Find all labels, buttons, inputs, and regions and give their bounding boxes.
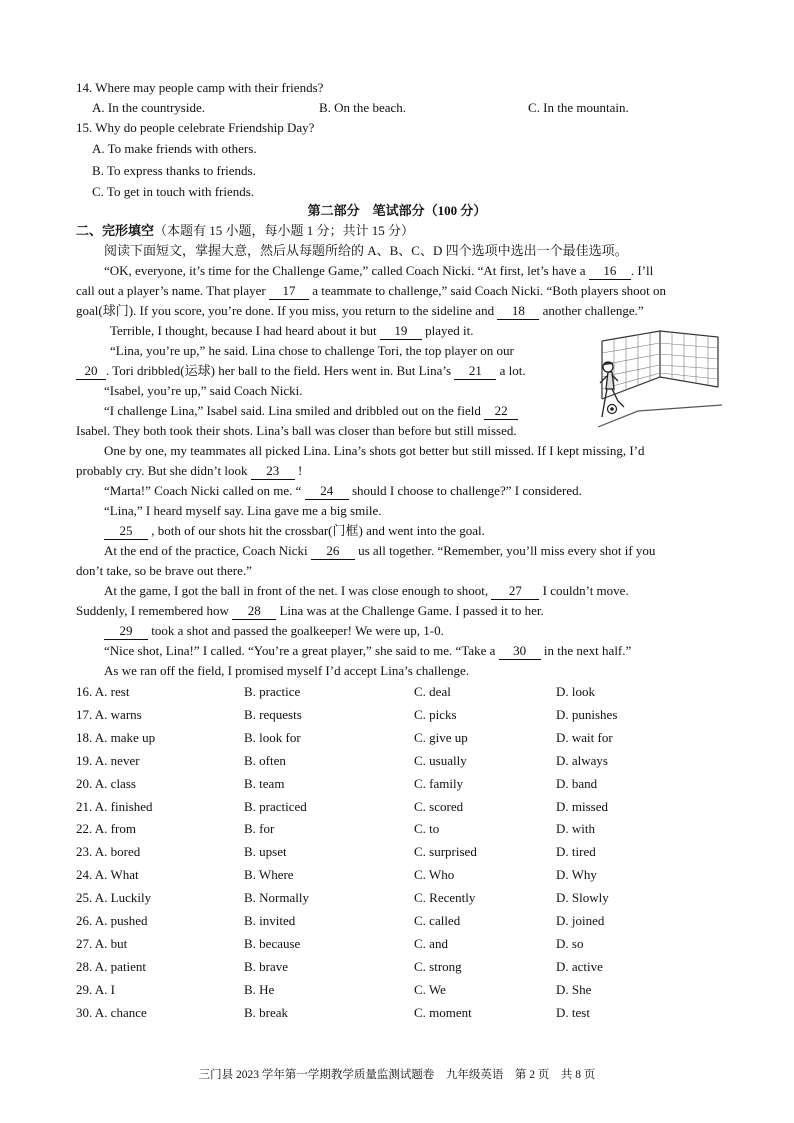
option-a: 30. A. chance [76,1004,147,1020]
soccer-ball-icon [608,405,617,414]
option-d: D. Why [556,867,597,883]
option-b: B. Where [244,867,294,883]
option-b: B. upset [244,844,287,860]
option-a: 18. A. make up [76,729,156,745]
blank-26: 26 [311,543,355,560]
option-d: D. test [556,1004,590,1020]
option-row [76,821,736,839]
option-row [76,776,736,794]
blank-16: 16 [589,263,631,280]
option-c: C. called [414,913,461,928]
passage-line: As we ran off the field, I promised myself I’d accept Lina’s challenge. [104,663,470,678]
option-c: C. Recently [414,890,476,906]
option-a: 19. A. never [76,752,140,768]
blank-23: 23 [251,463,295,480]
passage-line: Isabel. They both took their shots. Lina’s ball was closer than before but still missed. [76,423,517,438]
passage-line [104,583,629,600]
page-footer: 三门县 2023 学年第一学期教学质量监测试题卷 九年级英语 第 2 页 共 8 页 [198,1069,596,1081]
option-b: B. look for [244,729,301,745]
option-row [76,844,736,862]
option-b: B. because [244,935,301,951]
option-row [76,799,736,817]
passage-text: took a shot and passed the goalkeeper! We were up, 1-0. [148,623,444,638]
passage-text: Terrible, I thought, because I had heard about it but [110,323,380,338]
passage-text: played it. [421,323,474,338]
blank-28: 28 [232,603,276,620]
passage-text: call out a player’s name. That player [76,283,270,298]
blank-27: 27 [491,583,539,600]
passage-line: “Isabel, you’re up,” said Coach Nicki. [104,383,303,398]
passage-text: a lot. [496,363,526,378]
option-a: 22. A. from [76,821,136,837]
option-d: D. active [556,958,603,974]
option-b: B. practice [244,684,301,699]
option-d: D. Slowly [556,890,609,906]
passage-line [76,463,302,480]
q14-stem: 14. Where may people camp with their friends? [76,80,324,95]
q14-option-a: A. In the countryside. [92,100,206,115]
q15-option-b: B. To express thanks to friends. [92,163,256,178]
passage-line [76,303,644,320]
option-b: B. requests [244,706,302,722]
blank-29: 29 [104,623,148,640]
option-c: C. Who [414,867,455,883]
passage-text: At the game, I got the ball in front of the net. I was close enough to shoot, [104,583,492,598]
option-a: 16. A. rest [76,684,130,699]
option-a: 28. A. patient [76,958,147,974]
option-c: C. surprised [414,844,477,860]
q15-option-c: C. To get in touch with friends. [92,184,255,199]
passage-line [104,263,653,280]
passage-text: probably cry. But she didn’t look [76,463,251,478]
option-d: D. tired [556,844,596,860]
option-d: D. punishes [556,706,618,722]
option-row [76,730,736,748]
passage-line [104,483,582,500]
option-b: B. He [244,981,275,997]
option-a: 20. A. class [76,775,136,791]
option-d: D. band [556,775,598,791]
passage-line: don’t take, so be brave out there.” [76,563,252,578]
option-row [76,1005,736,1023]
passage-line [104,403,518,420]
blank-21: 21 [454,363,496,380]
option-b: B. invited [244,913,296,928]
cloze-heading [76,223,414,239]
cloze-heading-title: 二、完形填空 [76,223,155,238]
blank-17: 17 [269,283,309,300]
passage-text: “OK, everyone, it’s time for the Challenge Game,” called Coach Nicki. “At first, let’s have a [104,263,589,278]
passage-line: One by one, my teammates all picked Lina. Lina’s shots got better but still missed. If I kept missing, I’d [104,443,645,458]
option-c: C. strong [414,958,462,974]
blank-22: 22 [484,403,518,420]
passage-text: Suddenly, I remembered how [76,603,233,618]
passage-text: I couldn’t move. [539,583,629,598]
passage-line [104,543,655,560]
cloze-instruction: 阅读下面短文，掌握大意，然后从每题所给的 A、B、C、D 四个选项中选出一个最佳选项。 [104,243,628,258]
option-a: 29. A. I [76,981,115,997]
option-d: D. so [556,935,584,951]
option-c: C. picks [414,706,457,722]
option-c: C. and [414,935,448,951]
passage-text: At the end of the practice, Coach Nicki [104,543,311,558]
passage-line [76,363,526,380]
option-b: B. brave [244,958,289,974]
option-b: B. for [244,821,275,837]
option-d: D. look [556,684,595,699]
part2-title: 第二部分 笔试部分（100 分） [307,203,487,218]
blank-19: 19 [380,323,422,340]
option-b: B. break [244,1004,289,1020]
soccer-goal-illustration [598,327,722,431]
q14-option-c: C. In the mountain. [528,100,629,115]
option-a: 17. A. warns [76,706,142,722]
passage-line [76,603,544,620]
passage-line [76,283,666,300]
q15-stem: 15. Why do people celebrate Friendship Day? [76,120,315,135]
option-c: C. family [414,775,464,791]
passage-text: . Tori dribbled(运球) her ball to the field. Hers went in. But Lina’s [106,363,455,378]
passage-line [104,643,631,660]
blank-20: 20 [76,363,106,380]
passage-line: “Lina,” I heard myself say. Lina gave me a big smile. [104,503,382,518]
option-row [76,753,736,771]
option-row [76,913,736,931]
option-a: 23. A. bored [76,844,141,860]
option-a: 21. A. finished [76,798,153,814]
passage-text: in the next half.” [540,643,632,658]
passage-text: us all together. “Remember, you’ll miss every shot if you [354,543,656,558]
option-b: B. often [244,752,286,768]
passage-text: , both of our shots hit the crossbar(门框) and went into the goal. [148,523,485,538]
option-c: C. We [414,981,446,997]
option-d: D. missed [556,798,608,814]
option-b: B. Normally [244,890,309,906]
option-row [76,867,736,885]
option-a: 26. A. pushed [76,913,148,928]
passage-text: . I’ll [630,263,654,278]
option-d: D. She [556,981,592,997]
passage-text: “Marta!” Coach Nicki called on me. “ [104,483,305,498]
q14-option-b: B. On the beach. [319,100,407,115]
passage-line [104,523,485,540]
option-c: C. deal [414,684,451,699]
option-d: D. wait for [556,729,613,745]
passage-line [104,623,444,640]
option-a: 25. A. Luckily [76,890,152,906]
passage-line [110,323,473,340]
option-row [76,707,736,725]
blank-25: 25 [104,523,148,540]
passage-text: Lina was at the Challenge Game. I passed it to her. [276,603,544,618]
option-d: D. always [556,752,608,768]
passage-text: ! [294,463,303,478]
passage-text: “Nice shot, Lina!” I called. “You’re a great player,” she said to me. “Take a [104,643,499,658]
option-row [76,959,736,977]
option-row [76,936,736,954]
q15-option-a: A. To make friends with others. [92,141,257,156]
option-c: C. usually [414,752,467,768]
blank-30: 30 [499,643,541,660]
passage-text: “I challenge Lina,” Isabel said. Lina smiled and dribbled out on the field [104,403,485,418]
option-c: C. give up [414,729,468,745]
passage-text: another challenge.” [539,303,644,318]
blank-18: 18 [497,303,539,320]
passage-text: should I choose to challenge?” I considered. [348,483,582,498]
option-c: C. moment [414,1004,472,1020]
cloze-heading-note: （本题有 15 小题，每小题 1 分；共计 15 分） [154,223,415,238]
passage-text: a teammate to challenge,” said Coach Nicki. “Both players shoot on [309,283,667,298]
passage-text: goal(球门). If you score, you’re done. If you miss, you return to the sideline and [76,303,498,318]
option-d: D. with [556,821,595,837]
option-b: B. team [244,775,285,791]
option-b: B. practiced [244,798,307,814]
blank-24: 24 [305,483,349,500]
option-a: 27. A. but [76,935,128,951]
option-row [76,982,736,1000]
option-row [76,684,736,702]
option-a: 24. A. What [76,867,139,883]
option-c: C. to [414,821,440,837]
option-d: D. joined [556,913,605,928]
option-c: C. scored [414,798,464,814]
option-row [76,890,736,908]
passage-line: “Lina, you’re up,” he said. Lina chose to challenge Tori, the top player on our [110,343,514,358]
